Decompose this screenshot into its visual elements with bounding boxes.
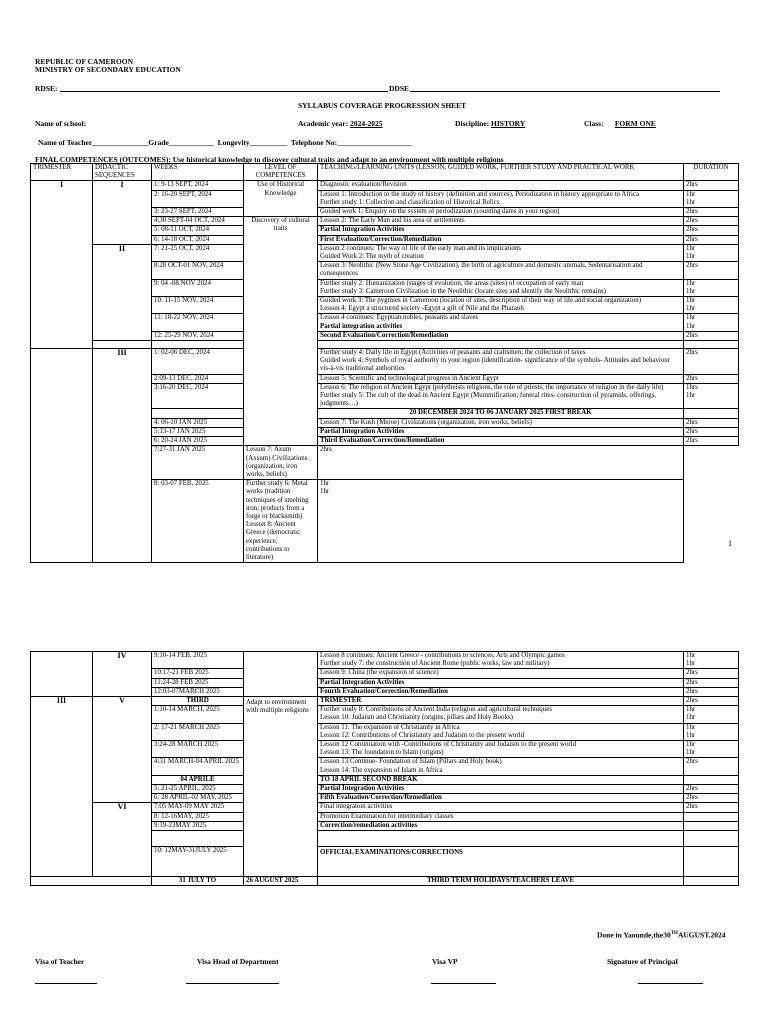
units-cell xyxy=(318,741,684,758)
year-value: 2024-2025 xyxy=(350,119,383,128)
class-info xyxy=(584,119,656,128)
longevity-label: Longevity xyxy=(217,138,250,147)
week-cell: 5: 08-11 OCT, 2024 xyxy=(152,226,244,235)
duration-text: 1hr xyxy=(686,190,696,198)
duration-text: 1hr xyxy=(686,392,696,400)
unit-text: Guided work 4: Symbols of royal authority in your region (identification- significance of the symbols- Attitudes and behaviour vis-à-vis traditional authorities xyxy=(320,357,671,373)
unit-text: Promotion Examination for intermediary classes xyxy=(320,812,454,820)
duration-cell xyxy=(684,297,739,314)
trimester-cell-blank xyxy=(31,349,93,563)
level-cell: 26 AUGUST 2025 xyxy=(244,877,318,886)
unit-text: Lesson 6: The religion of Ancient Egypt (polytheists religions, the role of priests; the importance of religion in the daily life) xyxy=(320,383,664,391)
unit-text: Partial Integration Activities xyxy=(320,427,405,435)
unit-text: Final integration activities xyxy=(320,803,393,811)
duration-cell xyxy=(684,418,739,427)
unit-text: TO 18 APRIL SECOND BREAK xyxy=(320,775,418,783)
duration-cell xyxy=(318,446,684,480)
unit-text: Lesson 9: China (the expansion of science) xyxy=(320,669,439,677)
discipline-value: HISTORY xyxy=(491,119,526,128)
duration-cell xyxy=(684,723,739,740)
duration-text: 2hrs xyxy=(686,349,698,357)
duration-cell xyxy=(684,812,739,821)
duration-text: 2hrs xyxy=(320,446,332,454)
table-row xyxy=(31,803,739,812)
unit-text: Guided Work 2: The myth of creation xyxy=(320,253,424,261)
unit-text: Lesson 7: The Kush (Meroe) Civilizations (organization, iron works, beliefs) xyxy=(320,418,532,426)
duration-cell xyxy=(684,678,739,687)
sheet-title: SYLLABUS COVERAGE PROGRESSION SHEET xyxy=(298,101,467,110)
level-cell: Adapt to environment with multiple religions xyxy=(244,697,318,877)
sequence-cell: VI xyxy=(93,803,152,877)
duration-text: 1hrs xyxy=(686,383,698,391)
units-cell xyxy=(318,262,684,279)
duration-cell xyxy=(684,331,739,340)
duration-cell xyxy=(684,208,739,217)
units-cell xyxy=(318,437,684,446)
unit-text: Fourth Evaluation/Correction/Remediation xyxy=(320,687,448,695)
duration-text: 1hr xyxy=(320,480,330,488)
unit-text: Lesson 7: Axum (Axsum) Civilizations (organization, iron works, beliefs) xyxy=(246,446,308,478)
signature-principal: Signature of Principal xyxy=(607,957,678,966)
hod-signature-line xyxy=(186,983,279,984)
unit-text: Fifth Evaluation/Correction/Remediation xyxy=(320,794,442,802)
duration-cell xyxy=(684,235,739,244)
duration-text: 1hr xyxy=(686,297,696,305)
visa-vp: Visa VP xyxy=(432,957,458,966)
duration-text: 1hr xyxy=(686,714,696,722)
duration-cell xyxy=(684,374,739,383)
duration-text: 2hrs xyxy=(686,669,698,677)
duration-cell xyxy=(684,190,739,207)
unit-text: Lesson 12: Contributions of Christianity and Judaism to the present world xyxy=(320,731,525,739)
duration-cell xyxy=(684,427,739,436)
principal-signature-line xyxy=(638,983,703,984)
week-cell: THIRD xyxy=(152,697,244,706)
units-cell xyxy=(318,297,684,314)
duration-text: 2hrs xyxy=(686,217,698,225)
unit-text: Diagnostic evaluation/Revision xyxy=(320,181,407,189)
week-cell: 6: 14-18 OCT, 2024 xyxy=(152,235,244,244)
week-cell xyxy=(152,831,244,847)
level-cell: Use of Historical Knowledge xyxy=(244,181,318,217)
units-cell xyxy=(318,758,684,775)
units-cell xyxy=(318,383,684,409)
week-cell: 10:17-21 FEB 2025 xyxy=(152,669,244,678)
unit-text: Further study 6: Metal works (tradition techniques of smelting iron; products from a forge or blacksmith) xyxy=(246,480,309,520)
table-row xyxy=(31,652,739,669)
done-text: Done in Yaounde,the30 xyxy=(597,930,671,940)
table-row xyxy=(31,244,739,261)
sequence-cell: V xyxy=(93,697,152,803)
units-cell xyxy=(318,208,684,217)
units-cell xyxy=(318,349,684,375)
week-cell: 11:24-28 FEB 2025 xyxy=(152,678,244,687)
duration-text: 2hrs xyxy=(686,437,698,445)
unit-text: Further study 4: Daily life in Egypt (Activities of peasants and craftsmen; the collection of taxes xyxy=(320,349,586,357)
unit-text: TRIMESTER xyxy=(320,697,362,705)
ddse-label: DDSE xyxy=(389,84,410,93)
discipline-label: Discipline: xyxy=(455,119,490,128)
duration-text: 2hrs xyxy=(686,235,698,243)
duration-cell xyxy=(684,409,739,418)
units-cell xyxy=(318,409,684,418)
unit-text: Lesson 4 continues: Egyptian nobles, peasants and slaves xyxy=(320,314,479,322)
ddse-line xyxy=(410,91,720,92)
units-cell xyxy=(318,697,684,706)
units-cell xyxy=(318,803,684,812)
progression-table-1 xyxy=(30,163,739,563)
duration-text: 2hrs xyxy=(686,427,698,435)
week-cell: 6: 28 APRIL-02 MAY, 2025 xyxy=(152,794,244,803)
duration-text: 2hrs xyxy=(686,226,698,234)
unit-text: Partial Integration Activities xyxy=(320,785,405,793)
unit-text: Third Evaluation/Correction/Remediation xyxy=(320,437,445,445)
units-cell xyxy=(318,427,684,436)
duration-text: 1hr xyxy=(686,314,696,322)
units-cell xyxy=(318,669,684,678)
duration-text: 1hr xyxy=(686,279,696,287)
unit-text: THIRD TERM HOLIDAYS/TEACHERS LEAVE xyxy=(426,877,575,885)
units-cell xyxy=(318,831,684,847)
unit-text: Further study 2: Humanization (stages of evolution, the areas (sites) of occupation of early man xyxy=(320,279,584,287)
duration-cell xyxy=(318,480,684,563)
units-cell xyxy=(244,446,318,480)
week-cell: 9:10-14 FEB, 2025 xyxy=(152,652,244,669)
unit-text: OFFICIAL EXAMINATIONS/CORRECTIONS xyxy=(320,849,463,857)
unit-text: Lesson 8 continues: Ancient Greece - contributions to sciences, Arts and Olympic games xyxy=(320,652,565,659)
duration-text: 1hr xyxy=(686,723,696,731)
vp-signature-line xyxy=(431,983,496,984)
unit-text: First Evaluation/Correction/Remediation xyxy=(320,235,442,243)
duration-text: 2hrs xyxy=(686,678,698,686)
table-header-row xyxy=(31,164,739,181)
unit-text: Guided work 1: Enquiry on the system of periodization (counting dates in your region) xyxy=(320,208,560,216)
duration-text: 2hrs xyxy=(686,803,698,811)
col-weeks: WEEKS xyxy=(152,164,244,181)
final-competence: FINAL COMPETENCES (OUTCOMES): Use historical knowledge to discover cultural traits and adapt to an environment with multiple religions xyxy=(35,155,504,164)
duration-text: 1hr xyxy=(686,305,696,313)
duration-text: 1hr xyxy=(686,253,696,261)
week-cell: 3:24-28 MARCH 2025 xyxy=(152,741,244,758)
unit-text: Further study 3: Cameroon Civilization in the Neolithic (locate sites and identify the Neolithic remains) xyxy=(320,287,606,295)
duration-text: 1hr xyxy=(686,706,696,714)
duration-cell xyxy=(684,181,739,190)
duration-cell xyxy=(684,821,739,830)
unit-text: Lesson 11: The expansion of Christianity in Africa xyxy=(320,723,460,731)
duration-cell xyxy=(684,794,739,803)
duration-cell xyxy=(684,741,739,758)
separator-row xyxy=(31,341,739,349)
academic-year xyxy=(298,119,383,128)
week-cell: 6: 20-24 JAN 2025 xyxy=(152,437,244,446)
sequence-cell: IV xyxy=(93,652,152,697)
duration-cell xyxy=(684,803,739,812)
ministry-text: MINISTRY OF SECONDARY EDUCATION xyxy=(35,65,181,74)
week-cell: 3:16-20 DEC, 2024 xyxy=(152,383,244,409)
teacher-line: Name of Teacher_______________Grade____________ Longevity__________ Telephone No:____________________ xyxy=(38,138,413,147)
unit-text: Further study 5: The cult of the dead in Ancient Egypt (Mummification; funeral rites- construction of pyramids, offerings, judgments…) xyxy=(320,392,656,408)
unit-text: Lesson 2 continues: The way of life of the early man and its implications xyxy=(320,244,521,252)
unit-text: Further study 1: Collection and classification of Historical Relics xyxy=(320,198,500,206)
duration-text: 2hrs xyxy=(686,181,698,189)
units-cell xyxy=(318,418,684,427)
week-cell: 12:03-07MARCH 2025 xyxy=(152,687,244,696)
unit-text: Further study 8: Contributions of Ancient India (religion and agricultural techniques xyxy=(320,706,552,714)
units-cell xyxy=(318,821,684,830)
unit-text: Lesson 13: The foundation to Islam (origins) xyxy=(320,749,444,757)
week-cell: 1: 02-06 DEC, 2024 xyxy=(152,349,244,375)
duration-cell xyxy=(684,775,739,784)
week-cell: 11: 18-22 NOV, 2024 xyxy=(152,314,244,331)
week-cell: 3: 23-27 SEPT, 2024 xyxy=(152,208,244,217)
republic-text: REPUBLIC OF CAMEROON xyxy=(35,57,134,66)
done-sup: TH xyxy=(670,931,678,936)
duration-text: 2hrs xyxy=(686,331,698,339)
unit-text: Second Evaluation/Correction/Remediation xyxy=(320,331,449,339)
week-cell: 4: 06-10 JAN 2025 xyxy=(152,418,244,427)
week-cell: 8:28 OCT-01 NOV, 2024 xyxy=(152,262,244,279)
unit-text: Partial integration activities xyxy=(320,322,403,330)
duration-text: 1hr xyxy=(686,322,696,330)
units-cell xyxy=(318,723,684,740)
duration-text: 2hrs xyxy=(686,418,698,426)
week-cell: 2: 17-21 MARCH 2025 xyxy=(152,723,244,740)
week-cell: 7:05 MAY-09 MAY 2025 xyxy=(152,803,244,812)
duration-cell xyxy=(684,831,739,847)
units-cell xyxy=(318,794,684,803)
duration-text: 2hrs xyxy=(686,208,698,216)
units-cell xyxy=(318,374,684,383)
col-units: TEACHING/LEARNING UNITS (LESSON, GUIDED WORK, FURTHER STUDY AND PRACTICAL WORK xyxy=(318,164,684,181)
table-row xyxy=(31,181,739,190)
units-cell xyxy=(318,314,684,331)
week-cell: 10: 12MAY-31JULY 2025 xyxy=(152,847,244,877)
duration-cell xyxy=(684,437,739,446)
blank-cell xyxy=(93,341,152,349)
discipline xyxy=(455,119,525,128)
unit-text: 20 DECEMBER 2024 TO 06 JANUARY 2025 FIRST BREAK xyxy=(409,409,592,417)
duration-text: 1hr xyxy=(686,652,696,659)
units-cell xyxy=(318,279,684,296)
unit-text: Lesson 4: Egypt a structured society -Egypt a gift of Nile and the Pharaoh xyxy=(320,305,524,313)
page-number: 1 xyxy=(728,539,732,548)
week-cell xyxy=(152,409,244,418)
unit-text: Correction/remediation activities xyxy=(320,821,418,829)
table-row xyxy=(31,349,739,375)
duration-cell xyxy=(684,758,739,775)
units-cell xyxy=(318,652,684,669)
duration-text: 1hr xyxy=(686,287,696,295)
blank-cell xyxy=(31,877,152,886)
done-in-yaounde xyxy=(597,929,726,940)
teacher-signature-line xyxy=(35,983,97,984)
week-cell: 1: 9-13 SEPT, 2024 xyxy=(152,181,244,190)
grade-label: Grade xyxy=(148,138,169,147)
week-cell: 10: 11-15 NOV, 2024 xyxy=(152,297,244,314)
table-row xyxy=(31,697,739,706)
year-label: Academic year: xyxy=(298,119,349,128)
duration-cell xyxy=(684,706,739,723)
units-cell xyxy=(318,217,684,226)
units-cell xyxy=(318,190,684,207)
week-cell: 2:09-13 DEC, 2024 xyxy=(152,374,244,383)
duration-cell xyxy=(684,349,739,375)
unit-text: Lesson 2: The Early Man and his area of settlements xyxy=(320,217,465,225)
duration-cell xyxy=(684,262,739,279)
duration-text: 1hr xyxy=(686,244,696,252)
duration-text: 1hr xyxy=(686,660,696,668)
unit-text: Lesson 10: Judaism and Christianity (origins, pillars and Holy Books) xyxy=(320,714,513,722)
duration-text: 1hr xyxy=(320,488,330,496)
duration-cell xyxy=(684,697,739,706)
telephone-label: Telephone No: xyxy=(290,138,338,147)
rdse-label: RDSE: xyxy=(35,84,58,93)
units-cell xyxy=(318,877,684,886)
week-cell: 7:27-31 JAN 2025 xyxy=(152,446,244,480)
visa-teacher: Visa of Teacher xyxy=(35,957,85,966)
duration-cell xyxy=(684,652,739,669)
week-cell: 1:10-14 MARCH, 2025 xyxy=(152,706,244,723)
week-cell: 4:30 SEPT-04 OCT, 2024 xyxy=(152,217,244,226)
duration-text: 2hrs xyxy=(686,785,698,793)
sequence-cell: III xyxy=(93,349,152,563)
unit-text: Lesson 3: Neolithic (New Stone Age Civilization), the birth of agriculture and domestic animals, Sedentarisation and consequences xyxy=(320,262,643,278)
duration-text: 1hr xyxy=(686,749,696,757)
class-value: FORM ONE xyxy=(614,119,656,128)
col-duration: DURATION xyxy=(684,164,739,181)
duration-cell xyxy=(684,226,739,235)
unit-text: Lesson 13 Continue- Foundation of Islam (Pillars and Holy book) xyxy=(320,758,502,766)
week-cell: 8: 12-16MAY, 2025 xyxy=(152,812,244,821)
level-cell: Discovery of cultural traits xyxy=(244,217,318,446)
sequence-cell: I xyxy=(93,181,152,244)
duration-text: 2hrs xyxy=(686,758,698,766)
class-label: Class: xyxy=(584,119,604,128)
blank-cell xyxy=(684,341,739,349)
col-didactic: DIDACTIC SEQUENCES xyxy=(93,164,152,181)
duration-cell xyxy=(684,687,739,696)
week-cell: 4:31 MARCH-04 APRIL 2025 xyxy=(152,758,244,775)
week-cell: 7: 21-25 OCT, 2024 xyxy=(152,244,244,261)
units-cell xyxy=(318,775,684,784)
week-cell: 04 APRILE xyxy=(152,775,244,784)
duration-text: 2hrs xyxy=(686,697,698,705)
week-cell: 9: 04 -08 NOV 2024 xyxy=(152,279,244,296)
duration-cell xyxy=(684,217,739,226)
duration-text: 2hrs xyxy=(686,687,698,695)
unit-text: Lesson 12 Continuation with -Contributions of Christianity and Judaism to the present world xyxy=(320,741,577,749)
duration-text: 1hr xyxy=(686,741,696,749)
unit-text: Lesson 8: Ancient Greece (democratic experience, contributions to literature) xyxy=(246,521,301,561)
week-cell: 9:19-23MAY 2025 xyxy=(152,821,244,830)
school-label: Name of school: xyxy=(35,119,87,128)
week-cell: 8: 03-07 FEB, 2025 xyxy=(152,480,244,563)
duration-cell xyxy=(684,244,739,261)
week-cell: 12: 25-29 NOV, 2024 xyxy=(152,331,244,340)
rdse-line xyxy=(60,91,388,92)
week-cell: 5:13-17 JAN 2025 xyxy=(152,427,244,436)
units-cell xyxy=(318,687,684,696)
blank-cell xyxy=(318,341,684,349)
duration-cell xyxy=(684,383,739,409)
units-cell xyxy=(318,812,684,821)
col-level: LEVEL OF COMPETENCES xyxy=(244,164,318,181)
units-cell xyxy=(318,244,684,261)
unit-text: Partial Integration Activities xyxy=(320,678,405,686)
units-cell xyxy=(244,480,318,563)
unit-text: Lesson 1: Introduction to the study of history (definition and sources), Periodization in history appropriate to Africa xyxy=(320,190,640,198)
duration-cell xyxy=(684,279,739,296)
units-cell xyxy=(318,331,684,340)
col-trimester: TRIMESTER xyxy=(31,164,93,181)
trimester-cell: III xyxy=(31,697,93,877)
duration-text: 1hr xyxy=(686,198,696,206)
units-cell xyxy=(318,235,684,244)
trimester-cell: I xyxy=(31,181,93,349)
visa-hod: Visa Head of Department xyxy=(197,957,279,966)
units-cell xyxy=(318,706,684,723)
duration-cell xyxy=(684,669,739,678)
duration-text: 2hrs xyxy=(686,374,698,382)
unit-text: Guided work 3: The pygmies in Cameroon (location of sites, description of their way of life and social organization) xyxy=(320,297,642,305)
trimester-cell-blank xyxy=(31,652,93,697)
duration-cell xyxy=(684,877,739,886)
week-cell: 2: 16-20 SEPT, 2024 xyxy=(152,190,244,207)
week-cell: 31 JULY TO xyxy=(152,877,244,886)
week-cell: 5: 21-25 APRIL, 2025 xyxy=(152,785,244,794)
unit-text: Lesson 5: Scientific and technological progress in Ancient Egypt xyxy=(320,374,499,382)
duration-text: 2hrs xyxy=(686,794,698,802)
units-cell xyxy=(318,678,684,687)
level-cell-blank xyxy=(244,652,318,697)
duration-cell xyxy=(684,314,739,331)
units-cell xyxy=(318,226,684,235)
progression-table-2 xyxy=(30,651,739,886)
duration-cell xyxy=(684,785,739,794)
unit-text: Partial Integration Activities xyxy=(320,226,405,234)
done-tail: AUGUST.2024 xyxy=(677,930,726,940)
blank-cell xyxy=(152,341,244,349)
duration-text: 1hr xyxy=(686,731,696,739)
unit-text: Further study 7: the construction of Ancient Rome (public works, law and military) xyxy=(320,660,550,668)
units-cell xyxy=(318,181,684,190)
teacher-label: Name of Teacher xyxy=(38,138,93,147)
units-cell xyxy=(318,785,684,794)
duration-cell xyxy=(684,847,739,877)
table-row xyxy=(31,877,739,886)
units-cell xyxy=(318,847,684,877)
unit-text: Lesson 14: The expansion of Islam in Africa xyxy=(320,766,443,774)
sequence-cell: II xyxy=(93,244,152,340)
duration-text: 2hrs xyxy=(686,262,698,270)
